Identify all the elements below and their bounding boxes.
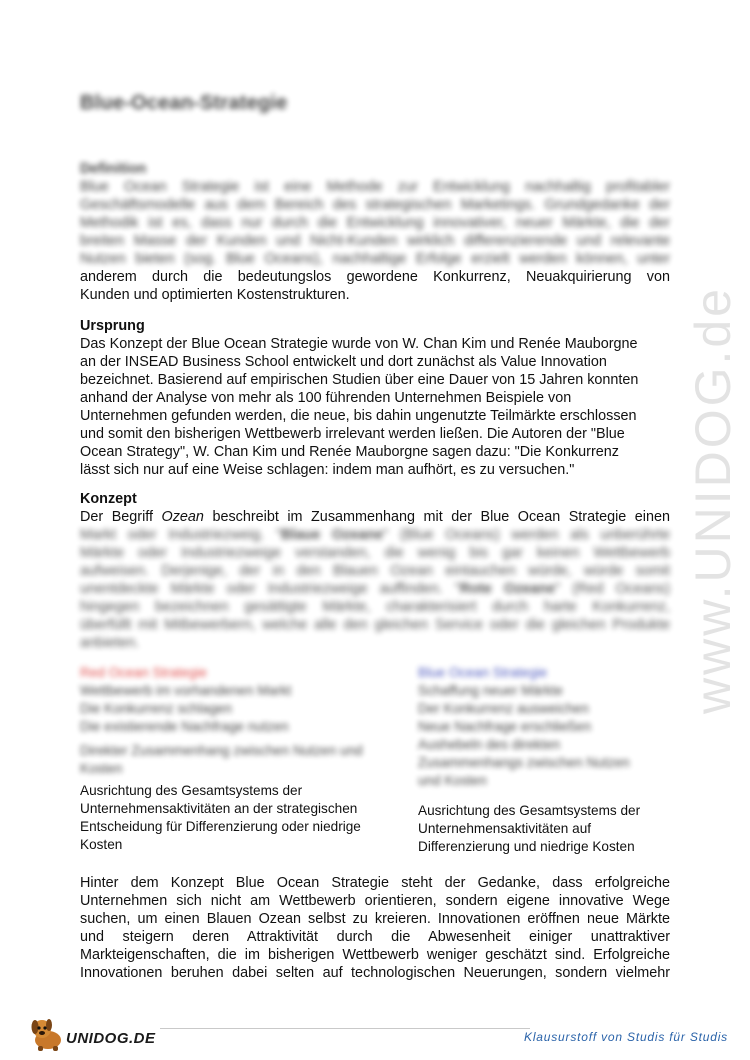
red-ocean-summary-line-1: Ausrichtung des Gesamtsystems der [80,783,303,798]
definition-line-4: breiten Masse der Kunden und Nicht-Kunden wirklich differenzierende und relevante [80,233,670,249]
definition-line-1: Blue Ocean Strategie ist eine Methode zur Entwicklung nachhaltig profitabler [80,179,670,195]
definition-line-6: anderem durch die bedeutungslos gewordene Konkurrenz, Neuakquirierung von [80,269,670,285]
definition-line-3: Methodik ist es, dass nur durch die Entwicklung innovativer, neuer Märkte, die der [80,215,670,231]
ursprung-line-5: Unternehmen gefunden werden, die neue, bis dahin ungenutzte Teilmärkte erschlossen [80,408,637,424]
red-ocean-summary-line-4: Kosten [80,837,123,852]
konzept-line-1-pre: Der Begriff [80,509,162,525]
konzept-line-4: aufweisen. Derjenige, der in den Blauen Ozean eintauchen würde, würde somit [80,563,670,579]
section-ursprung [80,317,670,479]
closing-line-5: Markteigenschaften, die im bisherigen Wettbewerb weniger geschätzt sind. Erfolgreiche [80,947,670,963]
section-closing [80,874,670,982]
red-ocean-item-4-line-2: Kosten [80,761,123,776]
ursprung-line-3: bezeichnet. Basierend auf empirischen Studien über eine Dauer von 15 Jahren konnten [80,372,639,388]
konzept-line-1 [80,508,670,526]
red-ocean-item-3: Die existierende Nachfrage nutzen [80,719,289,734]
blue-ocean-item-2: Der Konkurrenz ausweichen [418,701,589,716]
definition-line-2: Geschäftsmodelle aus dem Bereich des strategischen Marketings. Grundgedanke der [80,197,670,213]
ursprung-line-7: Ocean Strategy", W. Chan Kim und Renée Mauborgne sagen dazu: "Die Konkurrenz [80,444,619,460]
red-ocean-item-4-line-1: Direkter Zusammenhang zwischen Nutzen und [80,743,363,758]
section-konzept [80,490,670,652]
closing-line-1: Hinter dem Konzept Blue Ocean Strategie steht der Gedanke, dass erfolgreiche [80,875,670,891]
konzept-line-2-post: " (Blue Oceans) werden als unberührte [383,527,670,543]
konzept-term-rote-ozeane: Rote Ozeane [459,581,556,597]
definition-line-5: Nutzen bieten (sog. Blue Oceans), nachhaltige Erfolge erzielt werden können, unter [80,251,670,267]
konzept-line-3: Märkte oder Industriezweige verstanden, die wenig bis gar keinen Wettbewerb [80,545,670,561]
document-title: Blue-Ocean-Strategie [80,92,288,114]
blue-ocean-item-6: und Kosten [418,773,487,788]
konzept-line-5-post: " (Red Oceans) [555,581,671,597]
watermark-text: www.UNIDOG.de [685,286,741,714]
blue-ocean-item-4: Aushebeln des direkten [418,737,561,752]
blue-ocean-summary-line-3: Differenzierung und niedrige Kosten [418,839,635,854]
closing-line-4: und steigern deren Attraktivität durch die Abwesenheit einiger unattraktiver [80,929,670,945]
red-ocean-item-1: Wettbewerb im vorhandenen Markt [80,683,292,698]
red-ocean-column [80,664,400,854]
konzept-line-1-post: beschreibt im Zusammenhang mit der Blue Ocean Strategie einen [203,509,671,525]
ursprung-heading: Ursprung [80,318,145,334]
konzept-term-blaue-ozeane: Blaue Ozeane [281,527,384,543]
section-definition [80,160,670,304]
closing-line-6: Innovationen beruhen dabei selten auf technologischen Neuerungen, sondern vielmehr [80,965,670,981]
definition-heading: Definition [80,161,147,177]
watermark [678,270,748,730]
blue-ocean-summary-line-1: Ausrichtung des Gesamtsystems der [418,803,641,818]
konzept-term-ozean: Ozean [161,509,204,525]
konzept-line-8: anbieten. [80,635,140,651]
red-ocean-heading: Red Ocean Strategie [80,665,207,680]
konzept-line-2 [80,526,670,544]
konzept-line-2-pre: Markt oder Industriezweig. " [80,527,282,543]
konzept-line-5-pre: unentdeckte Märkte oder Industriezweige auffinden. " [80,581,460,597]
konzept-line-5 [80,580,670,598]
blue-ocean-heading: Blue Ocean Strategie [418,665,548,680]
definition-line-7: Kunden und optimierten Kostenstrukturen. [80,287,350,303]
dog-mascot-icon [28,1016,68,1052]
closing-line-2: Unternehmen sich nicht am Wettbewerb orientieren, sondern eigene innovative Wege [80,893,670,909]
red-ocean-summary-line-3: Entscheidung für Differenzierung oder niedrige [80,819,361,834]
ursprung-line-6: und somit den bisherigen Wettbewerb irrelevant werden ließen. Die Autoren der "Blue [80,426,625,442]
footer-divider [160,1028,530,1029]
ursprung-line-2: an der INSEAD Business School entwickelt und dort zunächst als Value Innovation [80,354,607,370]
ursprung-line-4: anhand der Analyse von mehr als 100 führenden Unternehmen Beispiele von [80,390,572,406]
footer-tagline: Klausurstoff von Studis für Studis [524,1030,728,1044]
ursprung-line-8: lässt sich nur auf eine Weise schlagen: indem man aufhört, es zu versuchen." [80,462,575,478]
konzept-heading: Konzept [80,491,137,507]
footer-logo [28,1016,158,1052]
konzept-line-7: überfüllt mit Mitbewerbern, welche alle den gleichen Service oder die gleichen Produkte [80,617,670,633]
red-ocean-summary-line-2: Unternehmensaktivitäten an der strategischen [80,801,358,816]
footer-logo-text: UNIDOG.DE [66,1030,156,1047]
red-ocean-item-2: Die Konkurrenz schlagen [80,701,232,716]
closing-line-3: suchen, um einen Blauen Ozean selbst zu kreieren. Innovationen eröffnen neue Märkte [80,911,670,927]
blue-ocean-item-5: Zusammenhangs zwischen Nutzen [418,755,630,770]
blue-ocean-column [418,664,678,856]
ursprung-line-1: Das Konzept der Blue Ocean Strategie wurde von W. Chan Kim und Renée Mauborgne [80,336,638,352]
blue-ocean-summary-line-2: Unternehmensaktivitäten auf [418,821,592,836]
konzept-line-6: hingegen bezeichnen gesättigte Märkte, charakterisiert durch harte Konkurrenz, [80,599,670,615]
blue-ocean-item-1: Schaffung neuer Märkte [418,683,563,698]
blue-ocean-item-3: Neue Nachfrage erschließen [418,719,592,734]
